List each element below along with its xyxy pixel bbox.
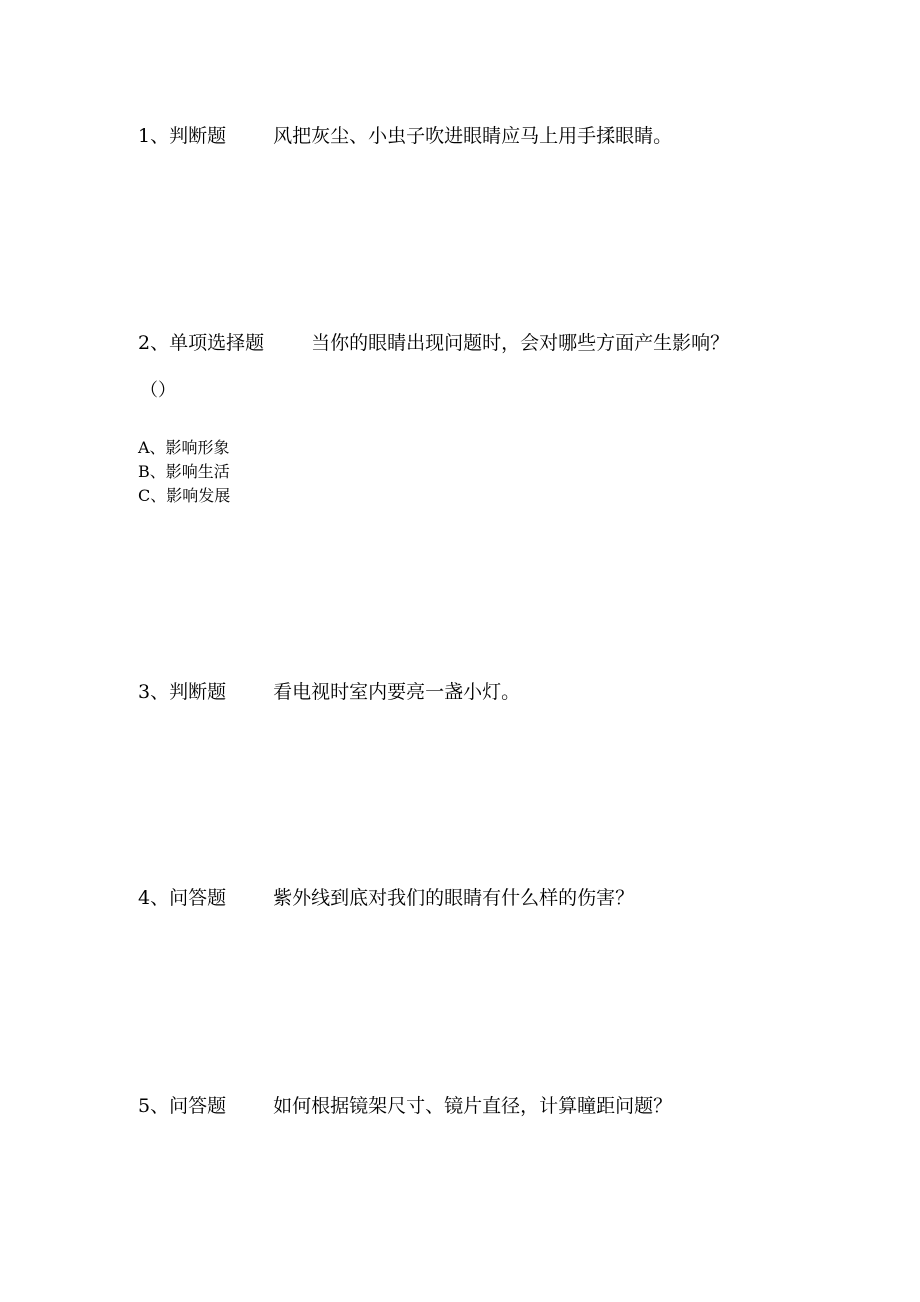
question-text: 如何根据镜架尺寸、镜片直径，计算瞳距问题？ [273, 1095, 673, 1117]
option-c: C、影响发展 [138, 486, 231, 505]
question-number: 3、 [138, 681, 170, 703]
question-number: 1、 [138, 125, 170, 147]
question-2 [138, 331, 729, 355]
question-3 [138, 680, 520, 704]
question-text: 当你的眼睛出现问题时，会对哪些方面产生影响？ [311, 332, 730, 354]
option-b: B、影响生活 [138, 462, 230, 481]
question-text: 风把灰尘、小虫子吹进眼睛应马上用手揉眼睛。 [273, 125, 673, 147]
question-text: 紫外线到底对我们的眼睛有什么样的伤害？ [273, 887, 635, 909]
question-type: 问答题 [169, 887, 227, 909]
question-type: 判断题 [169, 125, 227, 147]
answer-blank: （） [140, 380, 176, 401]
question-type: 问答题 [169, 1095, 227, 1117]
question-type: 单项选择题 [169, 332, 265, 354]
question-text: 看电视时室内要亮一盏小灯。 [273, 681, 521, 703]
question-1 [138, 124, 672, 148]
question-5 [138, 1094, 672, 1118]
question-4 [138, 886, 634, 910]
question-number: 4、 [138, 887, 170, 909]
question-type: 判断题 [169, 681, 227, 703]
question-number: 2、 [138, 332, 170, 354]
question-number: 5、 [138, 1095, 170, 1117]
option-a: A、影响形象 [138, 438, 230, 457]
